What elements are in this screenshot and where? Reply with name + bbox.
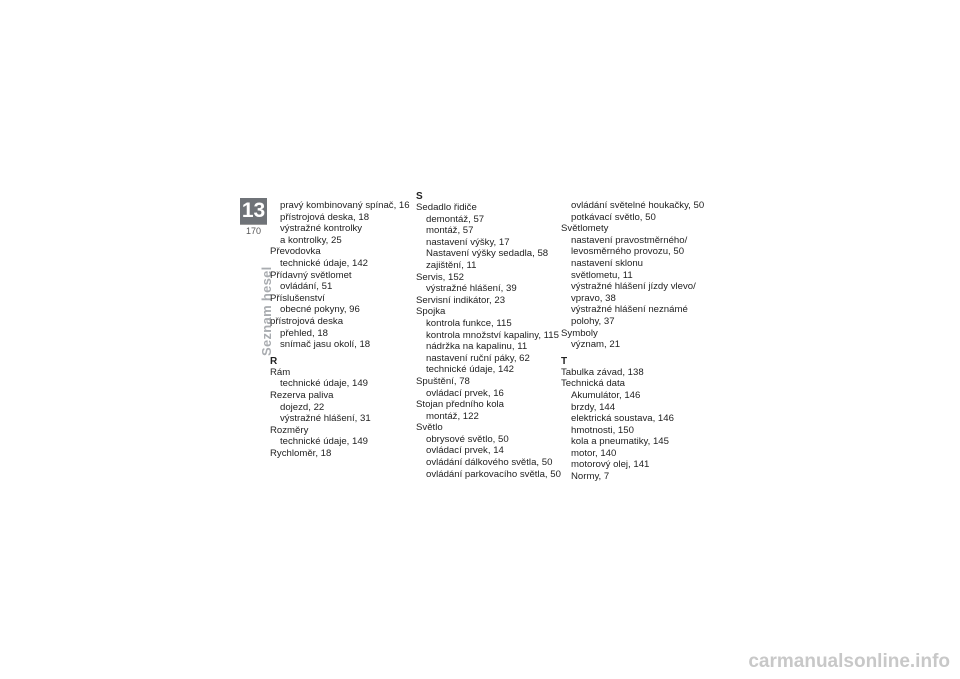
index-entry: Rychloměr, 18 (270, 447, 332, 459)
index-subentry: nastavení ruční páky, 62 (426, 352, 530, 364)
index-subentry: světlometu, 11 (571, 269, 633, 281)
index-subentry: Akumulátor, 146 (571, 389, 641, 401)
index-subentry: montáž, 57 (426, 225, 474, 237)
index-entry: přístrojová deska (270, 315, 344, 327)
index-entry: Světlo (416, 422, 443, 434)
index-subentry: potkávací světlo, 50 (571, 211, 656, 223)
index-entry: Příslušenství (270, 292, 325, 304)
index-subentry: zajištění, 11 (426, 259, 477, 271)
index-subentry: ovládání, 51 (280, 281, 333, 293)
chapter-title: Seznam hesel (259, 266, 274, 356)
index-letter-heading: S (416, 191, 423, 202)
index-subentry: nastavení pravostměrného/ (571, 234, 688, 246)
index-subentry: elektrická soustava, 146 (571, 413, 674, 425)
index-subentry: výstražné hlášení, 39 (426, 283, 517, 295)
index-subentry: hmotnosti, 150 (571, 424, 634, 436)
index-entry: Technická data (561, 378, 625, 390)
watermark: carmanualsonline.info (748, 651, 950, 672)
index-entry: Rám (270, 366, 291, 378)
index-subentry: výstražné hlášení, 31 (280, 413, 371, 425)
index-letter-heading: T (561, 355, 568, 367)
index-entry: Stojan předního kola (416, 399, 505, 411)
index-subentry: nastavení výšky, 17 (426, 236, 510, 248)
index-subentry: Nastavení výšky sedadla, 58 (426, 248, 549, 260)
index-subentry: technické údaje, 149 (280, 378, 369, 390)
index-entry: Servis, 152 (416, 271, 464, 283)
index-column-3 (561, 200, 711, 483)
index-entry: Symboly (561, 327, 598, 339)
index-letter-heading: R (270, 355, 278, 367)
index-entry: Tabulka závad, 138 (561, 366, 644, 378)
index-subentry: brzdy, 144 (571, 401, 616, 413)
index-entry: Spojka (416, 306, 446, 318)
index-subentry: a kontrolky, 25 (280, 234, 342, 246)
index-entry: Sedadlo řidiče (416, 202, 477, 213)
index-subentry: polohy, 37 (571, 315, 615, 327)
index-subentry: pravý kombinovaný spínač, 16 (280, 200, 410, 211)
index-subentry: ovládání světelné houkačky, 50 (571, 200, 705, 211)
index-subentry: Normy, 7 (571, 471, 610, 483)
index-subentry: ovládání parkovacího světla, 50 (426, 468, 561, 480)
index-subentry: kontrola množství kapaliny, 115 (426, 329, 559, 341)
index-entry: Převodovka (270, 246, 321, 258)
index-subentry: technické údaje, 142 (280, 257, 369, 269)
index-column-1 (270, 200, 420, 459)
index-subentry: technické údaje, 142 (426, 364, 515, 376)
index-subentry: snímač jasu okolí, 18 (280, 339, 371, 351)
index-subentry: motor, 140 (571, 447, 617, 459)
index-entry: Světlomety (561, 223, 609, 235)
index-subentry: přístrojová deska, 18 (280, 211, 370, 223)
index-subentry: výstražné hlášení neznámé (571, 304, 688, 316)
index-entry: Přídavný světlomet (270, 269, 352, 281)
index-subentry: nastavení sklonu (571, 257, 643, 269)
index-subentry: ovládací prvek, 14 (426, 445, 504, 457)
index-subentry: výstražné hlášení jízdy vlevo/ (571, 281, 696, 293)
index-subentry: motorový olej, 141 (571, 459, 650, 471)
chapter-number-badge: 13 (241, 199, 266, 222)
index-entry: Rezerva paliva (270, 389, 334, 401)
page-number: 170 (245, 226, 262, 236)
index-subentry: výstražné kontrolky (280, 223, 363, 235)
index-entry: Servisní indikátor, 23 (416, 294, 506, 306)
index-subentry: význam, 21 (571, 339, 621, 351)
index-subentry: demontáž, 57 (426, 213, 485, 225)
index-column-2 (416, 191, 566, 480)
index-subentry: dojezd, 22 (280, 401, 325, 413)
index-subentry: ovládací prvek, 16 (426, 387, 504, 399)
index-subentry: ovládání dálkového světla, 50 (426, 457, 553, 469)
index-subentry: kontrola funkce, 115 (426, 317, 512, 329)
index-subentry: obecné pokyny, 96 (280, 304, 360, 316)
index-subentry: montáž, 122 (426, 410, 479, 422)
index-subentry: obrysové světlo, 50 (426, 433, 509, 445)
index-subentry: kola a pneumatiky, 145 (571, 436, 669, 448)
index-subentry: technické údaje, 149 (280, 436, 369, 448)
index-subentry: vpravo, 38 (571, 292, 616, 304)
index-entry: Spuštění, 78 (416, 375, 470, 387)
index-subentry: nádržka na kapalinu, 11 (426, 341, 528, 353)
index-subentry: levosměrného provozu, 50 (571, 246, 685, 258)
index-entry: Rozměry (270, 424, 309, 436)
chapter-divider (240, 224, 267, 225)
index-subentry: přehled, 18 (280, 327, 329, 339)
